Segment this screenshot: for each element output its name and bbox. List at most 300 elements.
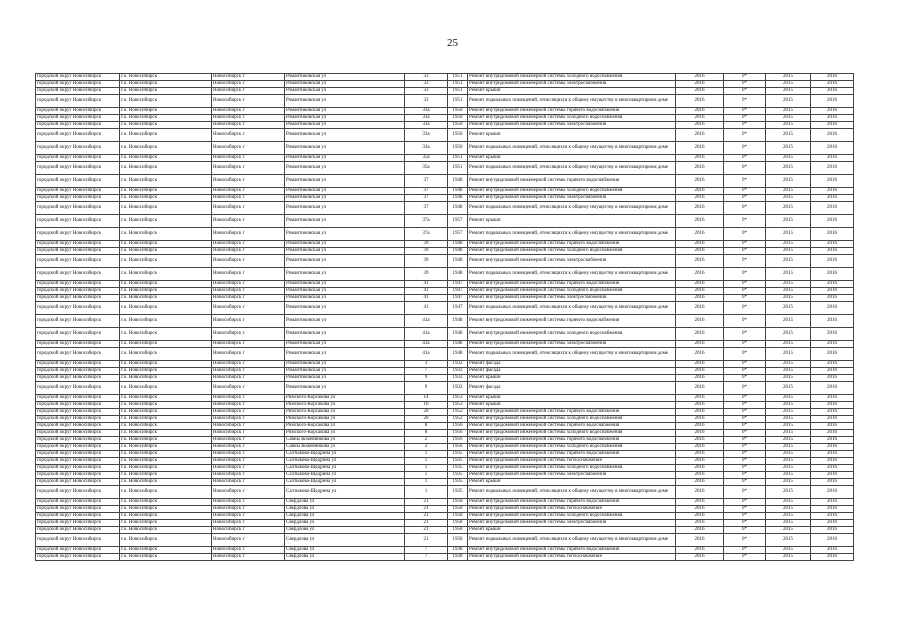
settlement-cell: Новосибирск г	[212, 202, 285, 215]
work-type-cell: Ремонт подвальных помещений, относящихся к общему имуществу в многоквартирном доме	[468, 162, 676, 175]
period-end-cell: 2016	[811, 451, 854, 458]
table-row	[36, 195, 854, 202]
table-row	[36, 88, 854, 95]
work-type-cell: Ремонт внутридомовой инженерной системы электроснабжения	[468, 520, 676, 527]
build-year-cell: 1935	[448, 451, 468, 458]
street-cell: Романтиковская ул	[285, 328, 405, 341]
street-cell: Романтиковская ул	[285, 382, 405, 395]
period-start-cell: 2015	[766, 402, 811, 409]
table-row	[36, 513, 854, 520]
table-row	[36, 188, 854, 195]
district-cell: г.о. Новосибирск	[120, 195, 212, 202]
work-type-cell: Ремонт внутридомовой инженерной системы горячего водоснабжения	[468, 437, 676, 444]
cost-cell: 0*	[724, 416, 766, 423]
period-start-cell: 2015	[766, 315, 811, 328]
municipality-cell: городской округ Новосибирск	[36, 295, 120, 302]
plan-year-cell: 2016	[676, 195, 724, 202]
build-year-cell: 1958	[448, 513, 468, 520]
period-end-cell: 2016	[811, 382, 854, 395]
plan-year-cell: 2016	[676, 215, 724, 228]
district-cell: г.о. Новосибирск	[120, 527, 212, 534]
settlement-cell: Новосибирск г	[212, 430, 285, 437]
work-type-cell: Ремонт внутридомовой инженерной системы теплоснабжения	[468, 554, 676, 561]
municipality-cell: городской округ Новосибирск	[36, 513, 120, 520]
municipality-cell: городской округ Новосибирск	[36, 534, 120, 547]
district-cell: г.о. Новосибирск	[120, 155, 212, 162]
period-end-cell: 2016	[811, 241, 854, 248]
plan-year-cell: 2016	[676, 534, 724, 547]
period-end-cell: 2016	[811, 479, 854, 486]
cost-cell: 0*	[724, 465, 766, 472]
street-cell: Романтиковская ул	[285, 115, 405, 122]
cost-cell: 0*	[724, 486, 766, 499]
build-year-cell: 1935	[448, 472, 468, 479]
period-start-cell: 2015	[766, 451, 811, 458]
street-cell: Романтиковская ул	[285, 228, 405, 241]
period-end-cell: 2016	[811, 88, 854, 95]
period-end-cell: 2016	[811, 81, 854, 88]
house-number-cell: 37	[405, 175, 448, 188]
district-cell: г.о. Новосибирск	[120, 361, 212, 368]
build-year-cell: 1948	[448, 328, 468, 341]
municipality-cell: городской округ Новосибирск	[36, 155, 120, 162]
house-number-cell: 2	[405, 444, 448, 451]
municipality-cell: городской округ Новосибирск	[36, 175, 120, 188]
table-row	[36, 74, 854, 81]
street-cell: Салтыкова-Щедрина ул	[285, 486, 405, 499]
build-year-cell: 1947	[448, 295, 468, 302]
plan-year-cell: 2016	[676, 527, 724, 534]
plan-year-cell: 2016	[676, 315, 724, 328]
settlement-cell: Новосибирск г	[212, 513, 285, 520]
settlement-cell: Новосибирск г	[212, 348, 285, 361]
period-start-cell: 2015	[766, 547, 811, 554]
period-start-cell: 2015	[766, 499, 811, 506]
build-year-cell: 1932	[448, 375, 468, 382]
plan-year-cell: 2016	[676, 142, 724, 155]
street-cell: Салтыкова-Щедрина ул	[285, 479, 405, 486]
municipality-cell: городской округ Новосибирск	[36, 74, 120, 81]
district-cell: г.о. Новосибирск	[120, 423, 212, 430]
build-year-cell: 1948	[448, 255, 468, 268]
plan-year-cell: 2016	[676, 499, 724, 506]
plan-year-cell: 2016	[676, 255, 724, 268]
work-type-cell: Ремонт фасада	[468, 382, 676, 395]
period-end-cell: 2016	[811, 188, 854, 195]
street-cell: Романтиковская ул	[285, 255, 405, 268]
district-cell: г.о. Новосибирск	[120, 202, 212, 215]
work-type-cell: Ремонт подвальных помещений, относящихся к общему имуществу в многоквартирном доме	[468, 142, 676, 155]
municipality-cell: городской округ Новосибирск	[36, 315, 120, 328]
period-end-cell: 2016	[811, 202, 854, 215]
plan-year-cell: 2016	[676, 341, 724, 348]
municipality-cell: городской округ Новосибирск	[36, 81, 120, 88]
cost-cell: 0*	[724, 451, 766, 458]
municipality-cell: городской округ Новосибирск	[36, 129, 120, 142]
table-row	[36, 444, 854, 451]
house-number-cell: 14	[405, 395, 448, 402]
period-start-cell: 2015	[766, 129, 811, 142]
house-number-cell: 1	[405, 472, 448, 479]
period-end-cell: 2016	[811, 430, 854, 437]
plan-year-cell: 2016	[676, 458, 724, 465]
period-end-cell: 2016	[811, 465, 854, 472]
district-cell: г.о. Новосибирск	[120, 81, 212, 88]
build-year-cell: 1948	[448, 202, 468, 215]
district-cell: г.о. Новосибирск	[120, 328, 212, 341]
period-end-cell: 2016	[811, 416, 854, 423]
work-type-cell: Ремонт внутридомовой инженерной системы горячего водоснабжения	[468, 499, 676, 506]
district-cell: г.о. Новосибирск	[120, 458, 212, 465]
table-row	[36, 416, 854, 423]
settlement-cell: Новосибирск г	[212, 486, 285, 499]
cost-cell: 0*	[724, 315, 766, 328]
district-cell: г.о. Новосибирск	[120, 554, 212, 561]
work-type-cell: Ремонт внутридомовой инженерной системы электроснабжения	[468, 341, 676, 348]
municipality-cell: городской округ Новосибирск	[36, 361, 120, 368]
district-cell: г.о. Новосибирск	[120, 215, 212, 228]
settlement-cell: Новосибирск г	[212, 444, 285, 451]
district-cell: г.о. Новосибирск	[120, 444, 212, 451]
settlement-cell: Новосибирск г	[212, 465, 285, 472]
work-type-cell: Ремонт внутридомовой инженерной системы теплоснабжения	[468, 458, 676, 465]
plan-year-cell: 2016	[676, 506, 724, 513]
settlement-cell: Новосибирск г	[212, 88, 285, 95]
district-cell: г.о. Новосибирск	[120, 315, 212, 328]
house-number-cell: 33а	[405, 142, 448, 155]
house-number-cell: 21	[405, 527, 448, 534]
period-start-cell: 2015	[766, 108, 811, 115]
district-cell: г.о. Новосибирск	[120, 88, 212, 95]
build-year-cell: 1953	[448, 395, 468, 402]
period-start-cell: 2015	[766, 409, 811, 416]
plan-year-cell: 2016	[676, 513, 724, 520]
work-type-cell: Ремонт внутридомовой инженерной системы горячего водоснабжения	[468, 547, 676, 554]
settlement-cell: Новосибирск г	[212, 341, 285, 348]
street-cell: Романтиковская ул	[285, 341, 405, 348]
build-year-cell: 1952	[448, 409, 468, 416]
work-type-cell: Ремонт крыши	[468, 129, 676, 142]
cost-cell: 0*	[724, 115, 766, 122]
settlement-cell: Новосибирск г	[212, 248, 285, 255]
period-start-cell: 2015	[766, 241, 811, 248]
period-end-cell: 2016	[811, 162, 854, 175]
work-type-cell: Ремонт внутридомовой инженерной системы электроснабжения	[468, 81, 676, 88]
plan-year-cell: 2016	[676, 361, 724, 368]
house-number-cell: 9	[405, 382, 448, 395]
street-cell: Романтиковская ул	[285, 368, 405, 375]
work-type-cell: Ремонт внутридомовой инженерной системы электроснабжения	[468, 195, 676, 202]
page-number: 25	[447, 37, 458, 49]
house-number-cell: 21	[405, 506, 448, 513]
work-type-cell: Ремонт крыши	[468, 375, 676, 382]
build-year-cell: 1948	[448, 348, 468, 361]
cost-cell: 0*	[724, 423, 766, 430]
cost-cell: 0*	[724, 361, 766, 368]
period-start-cell: 2015	[766, 375, 811, 382]
municipality-cell: городской округ Новосибирск	[36, 437, 120, 444]
house-number-cell: 41а	[405, 328, 448, 341]
repair-schedule-table	[35, 73, 854, 561]
cost-cell: 0*	[724, 479, 766, 486]
house-number-cell: 37	[405, 188, 448, 195]
work-type-cell: Ремонт крыши	[468, 155, 676, 162]
municipality-cell: городской округ Новосибирск	[36, 281, 120, 288]
period-start-cell: 2015	[766, 361, 811, 368]
plan-year-cell: 2016	[676, 395, 724, 402]
table-row	[36, 341, 854, 348]
house-number-cell: 21	[405, 499, 448, 506]
street-cell: Романтиковская ул	[285, 162, 405, 175]
build-year-cell: 1958	[448, 527, 468, 534]
plan-year-cell: 2016	[676, 248, 724, 255]
municipality-cell: городской округ Новосибирск	[36, 382, 120, 395]
district-cell: г.о. Новосибирск	[120, 534, 212, 547]
period-start-cell: 2015	[766, 268, 811, 281]
period-start-cell: 2015	[766, 472, 811, 479]
house-number-cell: 1	[405, 458, 448, 465]
street-cell: Романтиковская ул	[285, 215, 405, 228]
build-year-cell: 1935	[448, 479, 468, 486]
district-cell: г.о. Новосибирск	[120, 486, 212, 499]
build-year-cell: 1958	[448, 499, 468, 506]
street-cell: Свердлова ул	[285, 520, 405, 527]
cost-cell: 0*	[724, 348, 766, 361]
cost-cell: 0*	[724, 288, 766, 295]
plan-year-cell: 2016	[676, 451, 724, 458]
work-type-cell: Ремонт подвальных помещений, относящихся к общему имуществу в многоквартирном доме	[468, 534, 676, 547]
build-year-cell: 1950	[448, 115, 468, 122]
period-start-cell: 2015	[766, 248, 811, 255]
build-year-cell: 1948	[448, 248, 468, 255]
district-cell: г.о. Новосибирск	[120, 74, 212, 81]
period-start-cell: 2015	[766, 162, 811, 175]
settlement-cell: Новосибирск г	[212, 520, 285, 527]
cost-cell: 0*	[724, 122, 766, 129]
street-cell: Римского-Корсакова ул	[285, 430, 405, 437]
build-year-cell: 1948	[448, 175, 468, 188]
work-type-cell: Ремонт внутридомовой инженерной системы холодного водоснабжения	[468, 465, 676, 472]
plan-year-cell: 2016	[676, 281, 724, 288]
work-type-cell: Ремонт внутридомовой инженерной системы электроснабжения	[468, 295, 676, 302]
period-end-cell: 2016	[811, 409, 854, 416]
build-year-cell: 1951	[448, 155, 468, 162]
district-cell: г.о. Новосибирск	[120, 248, 212, 255]
cost-cell: 0*	[724, 499, 766, 506]
district-cell: г.о. Новосибирск	[120, 465, 212, 472]
build-year-cell: 1938	[448, 554, 468, 561]
period-start-cell: 2015	[766, 228, 811, 241]
district-cell: г.о. Новосибирск	[120, 95, 212, 108]
cost-cell: 0*	[724, 513, 766, 520]
house-number-cell: 1	[405, 486, 448, 499]
table-row	[36, 547, 854, 554]
period-start-cell: 2015	[766, 416, 811, 423]
street-cell: Салтыкова-Щедрина ул	[285, 458, 405, 465]
table-row	[36, 302, 854, 315]
period-end-cell: 2016	[811, 513, 854, 520]
build-year-cell: 1935	[448, 465, 468, 472]
plan-year-cell: 2016	[676, 175, 724, 188]
settlement-cell: Новосибирск г	[212, 268, 285, 281]
cost-cell: 0*	[724, 195, 766, 202]
district-cell: г.о. Новосибирск	[120, 255, 212, 268]
settlement-cell: Новосибирск г	[212, 423, 285, 430]
cost-cell: 0*	[724, 88, 766, 95]
table-row	[36, 248, 854, 255]
period-start-cell: 2015	[766, 506, 811, 513]
municipality-cell: городской округ Новосибирск	[36, 115, 120, 122]
period-end-cell: 2016	[811, 108, 854, 115]
municipality-cell: городской округ Новосибирск	[36, 527, 120, 534]
table-row	[36, 142, 854, 155]
cost-cell: 0*	[724, 162, 766, 175]
work-type-cell: Ремонт подвальных помещений, относящихся к общему имуществу в многоквартирном доме	[468, 302, 676, 315]
district-cell: г.о. Новосибирск	[120, 162, 212, 175]
district-cell: г.о. Новосибирск	[120, 228, 212, 241]
period-end-cell: 2016	[811, 95, 854, 108]
house-number-cell: 21	[405, 534, 448, 547]
district-cell: г.о. Новосибирск	[120, 513, 212, 520]
district-cell: г.о. Новосибирск	[120, 520, 212, 527]
settlement-cell: Новосибирск г	[212, 255, 285, 268]
plan-year-cell: 2016	[676, 409, 724, 416]
work-type-cell: Ремонт внутридомовой инженерной системы холодного водоснабжения	[468, 513, 676, 520]
street-cell: Римского-Корсакова ул	[285, 416, 405, 423]
table-row	[36, 506, 854, 513]
settlement-cell: Новосибирск г	[212, 554, 285, 561]
period-end-cell: 2016	[811, 506, 854, 513]
work-type-cell: Ремонт крыши	[468, 395, 676, 402]
table-row	[36, 255, 854, 268]
cost-cell: 0*	[724, 108, 766, 115]
period-end-cell: 2016	[811, 281, 854, 288]
street-cell: Романтиковская ул	[285, 74, 405, 81]
house-number-cell: 41а	[405, 348, 448, 361]
municipality-cell: городской округ Новосибирск	[36, 108, 120, 115]
municipality-cell: городской округ Новосибирск	[36, 416, 120, 423]
settlement-cell: Новосибирск г	[212, 479, 285, 486]
municipality-cell: городской округ Новосибирск	[36, 195, 120, 202]
plan-year-cell: 2016	[676, 155, 724, 162]
settlement-cell: Новосибирск г	[212, 162, 285, 175]
street-cell: Романтиковская ул	[285, 122, 405, 129]
table-row	[36, 122, 854, 129]
district-cell: г.о. Новосибирск	[120, 437, 212, 444]
municipality-cell: городской округ Новосибирск	[36, 122, 120, 129]
build-year-cell: 1957	[448, 228, 468, 241]
build-year-cell: 1958	[448, 534, 468, 547]
plan-year-cell: 2016	[676, 328, 724, 341]
house-number-cell: 35а	[405, 155, 448, 162]
house-number-cell: 35а	[405, 162, 448, 175]
settlement-cell: Новосибирск г	[212, 499, 285, 506]
settlement-cell: Новосибирск г	[212, 328, 285, 341]
build-year-cell: 1948	[448, 195, 468, 202]
house-number-cell: 41	[405, 288, 448, 295]
settlement-cell: Новосибирск г	[212, 108, 285, 115]
period-end-cell: 2016	[811, 215, 854, 228]
municipality-cell: городской округ Новосибирск	[36, 88, 120, 95]
street-cell: Свердлова ул	[285, 527, 405, 534]
street-cell: Романтиковская ул	[285, 142, 405, 155]
build-year-cell: 1947	[448, 288, 468, 295]
period-end-cell: 2016	[811, 328, 854, 341]
table-row	[36, 281, 854, 288]
work-type-cell: Ремонт внутридомовой инженерной системы холодного водоснабжения	[468, 328, 676, 341]
build-year-cell: 1948	[448, 241, 468, 248]
period-start-cell: 2015	[766, 95, 811, 108]
build-year-cell: 1956	[448, 437, 468, 444]
house-number-cell: 21	[405, 513, 448, 520]
period-start-cell: 2015	[766, 74, 811, 81]
work-type-cell: Ремонт крыши	[468, 215, 676, 228]
build-year-cell: 1951	[448, 88, 468, 95]
period-start-cell: 2015	[766, 122, 811, 129]
period-end-cell: 2016	[811, 255, 854, 268]
cost-cell: 0*	[724, 95, 766, 108]
settlement-cell: Новосибирск г	[212, 129, 285, 142]
settlement-cell: Новосибирск г	[212, 395, 285, 402]
plan-year-cell: 2016	[676, 202, 724, 215]
plan-year-cell: 2016	[676, 108, 724, 115]
settlement-cell: Новосибирск г	[212, 534, 285, 547]
plan-year-cell: 2016	[676, 348, 724, 361]
settlement-cell: Новосибирск г	[212, 215, 285, 228]
municipality-cell: городской округ Новосибирск	[36, 486, 120, 499]
period-start-cell: 2015	[766, 430, 811, 437]
period-start-cell: 2015	[766, 302, 811, 315]
house-number-cell: 39	[405, 241, 448, 248]
plan-year-cell: 2016	[676, 479, 724, 486]
work-type-cell: Ремонт внутридомовой инженерной системы горячего водоснабжения	[468, 315, 676, 328]
municipality-cell: городской округ Новосибирск	[36, 255, 120, 268]
work-type-cell: Ремонт внутридомовой инженерной системы горячего водоснабжения	[468, 409, 676, 416]
plan-year-cell: 2016	[676, 268, 724, 281]
plan-year-cell: 2016	[676, 375, 724, 382]
settlement-cell: Новосибирск г	[212, 295, 285, 302]
period-start-cell: 2015	[766, 281, 811, 288]
table-row	[36, 162, 854, 175]
house-number-cell: 37а	[405, 215, 448, 228]
settlement-cell: Новосибирск г	[212, 281, 285, 288]
settlement-cell: Новосибирск г	[212, 188, 285, 195]
house-number-cell: 8	[405, 430, 448, 437]
district-cell: г.о. Новосибирск	[120, 451, 212, 458]
settlement-cell: Новосибирск г	[212, 382, 285, 395]
cost-cell: 0*	[724, 268, 766, 281]
work-type-cell: Ремонт внутридомовой инженерной системы горячего водоснабжения	[468, 423, 676, 430]
period-start-cell: 2015	[766, 382, 811, 395]
house-number-cell: 3	[405, 361, 448, 368]
municipality-cell: городской округ Новосибирск	[36, 228, 120, 241]
street-cell: Романтиковская ул	[285, 361, 405, 368]
house-number-cell: 8	[405, 423, 448, 430]
plan-year-cell: 2016	[676, 95, 724, 108]
period-end-cell: 2016	[811, 268, 854, 281]
plan-year-cell: 2016	[676, 188, 724, 195]
plan-year-cell: 2016	[676, 74, 724, 81]
cost-cell: 0*	[724, 506, 766, 513]
district-cell: г.о. Новосибирск	[120, 375, 212, 382]
period-end-cell: 2016	[811, 288, 854, 295]
period-end-cell: 2016	[811, 423, 854, 430]
municipality-cell: городской округ Новосибирск	[36, 479, 120, 486]
street-cell: Савиы Кожевникова ул	[285, 444, 405, 451]
period-start-cell: 2015	[766, 554, 811, 561]
work-type-cell: Ремонт внутридомовой инженерной системы горячего водоснабжения	[468, 175, 676, 188]
settlement-cell: Новосибирск г	[212, 115, 285, 122]
